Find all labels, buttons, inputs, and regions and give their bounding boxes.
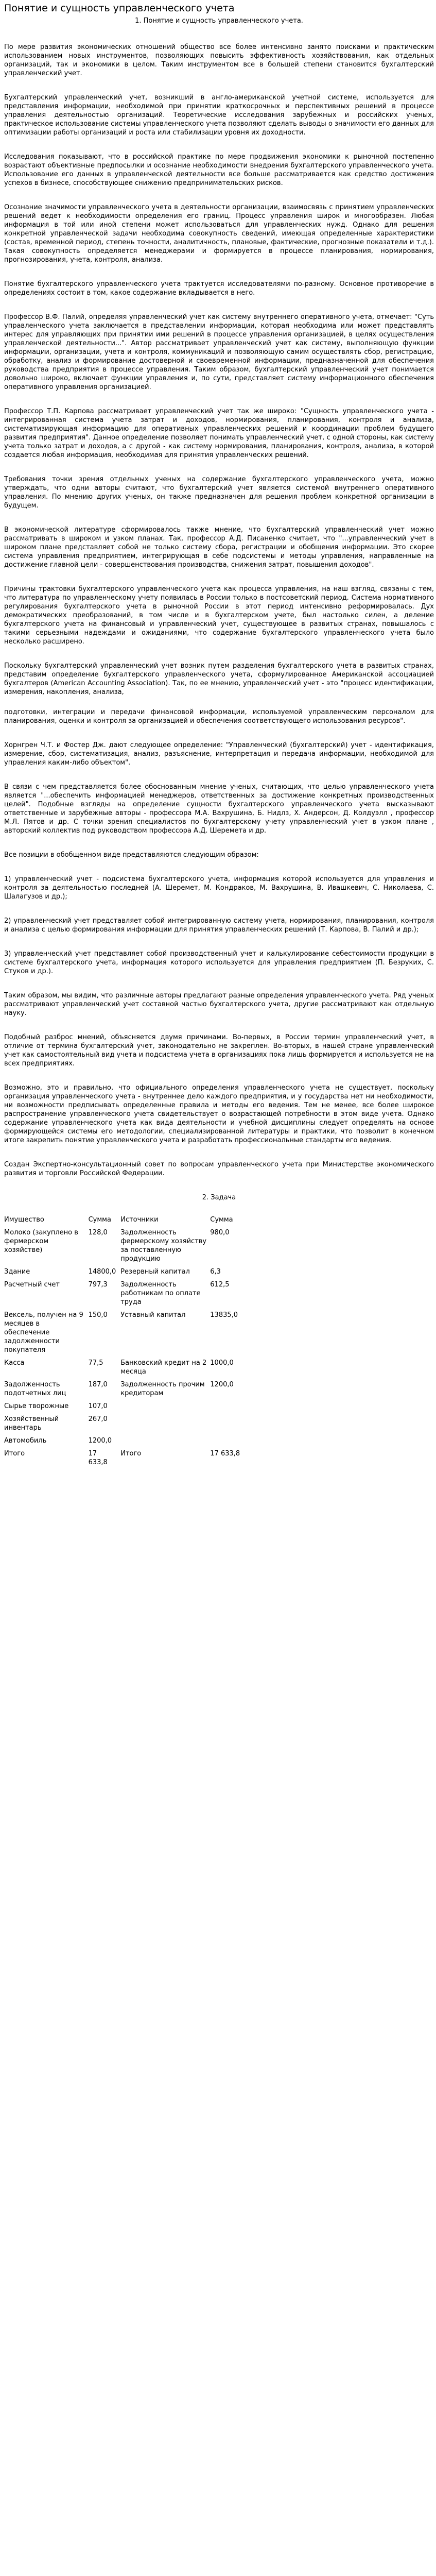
table-cell: Вексель, получен на 9 месяцев в обеспечение задолженности покупателя (4, 1311, 83, 1354)
table-cell: 1200,0 (210, 1381, 234, 1388)
table-cell: 17 633,8 (88, 1450, 108, 1466)
paragraph: Исследования показывают, что в российской практике по мере продвижения экономики к рыночной постепенно возрастают объективные предпосылки и осознание необходимости внедрения бухгалтерского управленческого учета. Использование его данных в управленческой деятельности все больше рассматривается как средство достижения успехов в бизнесе, способствующее снижению предпринимательских рисков. (4, 153, 434, 187)
table-row (4, 1311, 251, 1359)
body-text (4, 43, 434, 1178)
paragraph: Профессор В.Ф. Палий, определяя управленческий учет как систему внутреннего оперативного учета, отмечает: "Суть управленческого учета заключается в представлении информации, которая необходима или может представлять интерес для управляющих при принятии ими решений в процессе управления организацией, в целях осуществления управленческой деятельности...". Автор рассматривает управленческий учет как систему, выполняющую функции информации, организации, учета и контроля, коммуникаций и позволяющую самим осуществлять сбор, регистрацию, обработку, анализ и формирование достоверной и своевременной информации, предназначенной для обеспечения руководства предприятия в процессе управления. Таким образом, бухгалтерский управленческий учет понимается довольно широко, включает функции управления и, по сути, представляет систему информационного обеспечения оперативного управления организацией. (4, 313, 434, 391)
table-cell: Автомобиль (4, 1437, 47, 1445)
column-header: Имущество (4, 1216, 44, 1224)
paragraph: Требования точки зрения отдельных ученых на содержание бухгалтерского управленческого учета, можно утверждать, что одни авторы считают, что бухгалтерский учет является системой внутреннего оперативного управления. По мнению других ученых, он также предназначен для решения проблем конкретной организации в будущем. (4, 476, 434, 510)
table-cell: 187,0 (88, 1381, 108, 1388)
table-cell: Задолженность фермерскому хозяйству за поставленную продукцию (120, 1229, 207, 1263)
table-cell: Касса (4, 1359, 25, 1367)
table-cell: Молоко (закуплено в фермерском хозяйстве) (4, 1229, 78, 1254)
table-cell: Банковский кредит на 2 месяца (120, 1359, 207, 1376)
paragraph: Поскольку бухгалтерский управленческий учет возник путем разделения бухгалтерского учета в развитых странах, представим определение бухгалтерского управленческого учета, сформулированное Американской ассоциацией бухгалтеров (American Accounting Association). Так, по ее мнению, управленческий учет - это "процесс идентификации, измерения, накопления, анализа, (4, 662, 434, 696)
paragraph: Таким образом, мы видим, что различные авторы предлагают разные определения управленческого учета. Ряд ученых рассматривают управленческий учет составной частью бухгалтерского учета, другие рассматривают как отдельную науку. (4, 992, 434, 1017)
paragraph: Причины трактовки бухгалтерского управленческого учета как процесса управления, на наш взгляд, связаны с тем, что литература по управленческому учету появилась в России только в постсоветский период. Система нормативного регулирования бухгалтерского учета в рыночной России в этот период интенсивно реформировалась. Дух демократических преобразований, в том числе и в бухгалтерском учете, был настолько силен, а деление бухгалтерского учета на финансовый и управленческий учет, существующее в развитых странах, повышалось с такими серьезными надеждами и ожиданиями, что содержание бухгалтерского управленческого учета было несколько расширено. (4, 585, 434, 646)
table-cell: 797,3 (88, 1281, 108, 1289)
table-cell: Задолженность работникам по оплате труда (120, 1281, 201, 1306)
table-cell (210, 1402, 251, 1415)
table-cell: Итого (120, 1450, 142, 1458)
table-total-row (4, 1449, 251, 1471)
table-cell: 14800,0 (88, 1268, 116, 1276)
table-row (4, 1280, 251, 1311)
paragraph: Бухгалтерский управленческий учет, возникший в англо-американской учетной системе, используется для представления информации, необходимой при принятии краткосрочных и перспективных решений в процессе управления деятельностью организаций. Теоретические исследования зарубежных и российских ученых, практическое использование системы управленческого учета позволяют сделать выводы о значимости его данных для оптимизации работы организаций и роста или стабилизации уровня их доходности. (4, 94, 434, 137)
paragraph: Осознание значимости управленческого учета в деятельности организации, взаимосвязь с принятием управленческих решений ведет к необходимости определения его границ. Процесс управления широк и многообразен. Любая информация в той или иной степени может использоваться для управленческих нужд. Однако для решения конкретной управленческой задачи необходима совокупность сведений, имеющая определенные характеристики (состав, временной период, степень точности, аналитичность, плановые, фактические, прогнозные показатели и т.д.). Такая совокупность определяется менеджерами и формируется в процессе планирования, нормирования, прогнозирования, учета, контроля, анализа. (4, 204, 434, 264)
paragraph: В экономической литературе сформировалось также мнение, что бухгалтерский управленческий учет можно рассматривать в широком и узком планах. Так, профессор А.Д. Писаненко считает, что "...управленческий учет в широком плане представляет собой не только систему сбора, регистрации и обобщения информации. Это скорее система управления предприятием, интегрирующая в себе подсистемы и методы управления, направленные на достижение главной цели - совершенствования производства, снижения затрат, повышения доходов". (4, 526, 434, 569)
table-cell: Задолженность прочим кредиторам (120, 1381, 205, 1397)
table-cell (210, 1415, 251, 1436)
table-cell (210, 1436, 251, 1449)
paragraph: подготовки, интеграции и передачи финансовой информации, используемой управленческим персоналом для планирования, оценки и контроля за организацией и обеспечения соответствующего использования ресурсов". (4, 708, 434, 725)
table-cell: 107,0 (88, 1402, 108, 1410)
balance-table (4, 1215, 251, 1471)
table-cell: Хозяйственный инвентарь (4, 1415, 59, 1432)
table-header-row (4, 1215, 251, 1228)
table-cell: 6,3 (210, 1268, 221, 1276)
task-title: 2. Задача (202, 1194, 236, 1201)
column-header: Сумма (210, 1216, 233, 1224)
table-cell: 13835,0 (210, 1311, 238, 1319)
table-row (4, 1359, 251, 1380)
paragraph: По мере развития экономических отношений общество все более интенсивно занято поисками и практическим использованием новых инструментов, позволяющих повысить эффективность хозяйствования, как отдельных организаций, так и экономики в целом. Таким инструментом все в большей степени становится бухгалтерский управленческий учет. (4, 43, 434, 77)
table-row (4, 1436, 251, 1449)
document-page (4, 0, 434, 1471)
paragraph: Возможно, это и правильно, что официального определения управленческого учета не существует, поскольку организация управленческого учета - внутреннее дело каждого предприятия, и у государства нет ни необходимости, ни возможности предписывать определенные правила и методы его ведения. Тем не менее, все более широкое распространение управленческого учета свидетельствует о возрастающей потребности в этом виде учета. Однако содержание управленческого учета как вида деятельности и учебной дисциплины следует определять на основе формирующейся системы его методологии, специализированной литературы и практики, что позволит в конечном итоге закрепить понятие управленческого учета и разработать профессиональные стандарты его ведения. (4, 1084, 434, 1144)
table-cell: Итого (4, 1450, 25, 1458)
table-cell: Задолженность подотчетных лиц (4, 1381, 66, 1397)
table-cell: Расчетный счет (4, 1281, 60, 1289)
table-cell: 267,0 (88, 1415, 108, 1423)
table-cell: 1000,0 (210, 1359, 234, 1367)
table-cell: 128,0 (88, 1229, 108, 1236)
table-row (4, 1415, 251, 1436)
paragraph: Создан Экспертно-консультационный совет по вопросам управленческого учета при Министерстве экономического развития и торговли Российской Федерации. (4, 1161, 434, 1177)
table-row (4, 1380, 251, 1402)
paragraph: Подобный разброс мнений, объясняется двумя причинами. Во-первых, в России термин управленческий учет, в отличие от термина бухгалтерский учет, законодательно не закреплен. Во-вторых, в нашей стране управленческий учет как самостоятельный вид учета и подсистема учета в организациях пока лишь формируется и используется не на всех предприятиях. (4, 1033, 434, 1067)
table-cell (120, 1436, 210, 1449)
list-item: 1) управленческий учет - подсистема бухгалтерского учета, информация которой используется для управления и контроля за деятельностью последней (А. Шеремет, М. Кондраков, М. Вахрушина, В. Ивашкевич, С. Николаева, С. Шалагузов и др.); (4, 875, 434, 901)
table-cell: 77,5 (88, 1359, 103, 1367)
table-row (4, 1267, 251, 1280)
table-cell: Резервный капитал (120, 1268, 190, 1276)
table-cell (120, 1402, 210, 1415)
table-cell: Здание (4, 1268, 30, 1276)
table-row (4, 1402, 251, 1415)
table-cell: 1200,0 (88, 1437, 112, 1445)
list-item: 3) управленческий учет представляет собой производственный учет и калькулирование себестоимости продукции в системе бухгалтерского учета, информация которого используется для управления предприятием (П. Безруких, С. Стуков и др.). (4, 950, 434, 975)
table-cell: 150,0 (88, 1311, 108, 1319)
table-cell: 17 633,8 (210, 1450, 240, 1458)
paragraph: Хорнгрен Ч.Т. и Фостер Дж. дают следующее определение: "Управленческий (бухгалтерский) учет - идентификация, измерение, сбор, систематизация, анализ, разъяснение, интерпретация и передача информации, необходимой для управления каким-либо объектом". (4, 741, 434, 767)
section-heading: 1. Понятие и сущность управленческого учета. (135, 17, 303, 25)
paragraph: Понятие бухгалтерского управленческого учета трактуется исследователями по-разному. Основное противоречие в определениях состоит в том, какое содержание вкладывается в него. (4, 280, 434, 297)
column-header: Сумма (88, 1216, 111, 1224)
paragraph: Все позиции в обобщенном виде представляются следующим образом: (4, 851, 259, 859)
table-cell: Сырье творожные (4, 1402, 69, 1410)
table-row (4, 1228, 251, 1267)
table-cell: 612,5 (210, 1281, 230, 1289)
table-cell (120, 1415, 210, 1436)
list-item: 2) управленческий учет представляет собой интегрированную систему учета, нормирования, планирования, контроля и анализа с целью формирования информации для принятия управленческих решений (Т. Карпова, В. Палий и др.); (4, 917, 434, 934)
table-cell: Уставный капитал (120, 1311, 186, 1319)
document-title: Понятие и сущность управленческого учета (4, 3, 235, 14)
paragraph: В связи с чем представляется более обоснованным мнение ученых, считающих, что целью управленческого учета является "...обеспечить информацией менеджеров, ответственных за достижение конкретных производственных целей". Подобные взгляды на определение сущности бухгалтерского управленческого учета высказывают ответственные и зарубежные авторы - профессора М.А. Вахрушина, Б. Нидлз, Х. Андерсон, Д. Колдуэлл , профессор М.Л. Пятов и др. С точки зрения специалистов по бухгалтерскому учету управленческий учет в узком плане , авторский коллектив под руководством профессора А.Д. Шеремета и др. (4, 783, 434, 835)
table-cell: 980,0 (210, 1229, 230, 1236)
column-header: Источники (120, 1216, 159, 1224)
paragraph: Профессор Т.П. Карпова рассматривает управленческий учет так же широко: "Сущность управленческого учета - интегрированная система учета затрат и доходов, нормирования, планирования, контроля и анализа, систематизирующая информацию для оперативных управленческих решений и координации проблем будущего развития предприятия". Данное определение позволяет понимать управленческий учет, с одной стороны, как систему учета только затрат и доходов, а с другой - как систему нормирования, планирования, контроля, анализа, в которой создается любая информация, необходимая для принятия управленческих решений. (4, 408, 434, 459)
